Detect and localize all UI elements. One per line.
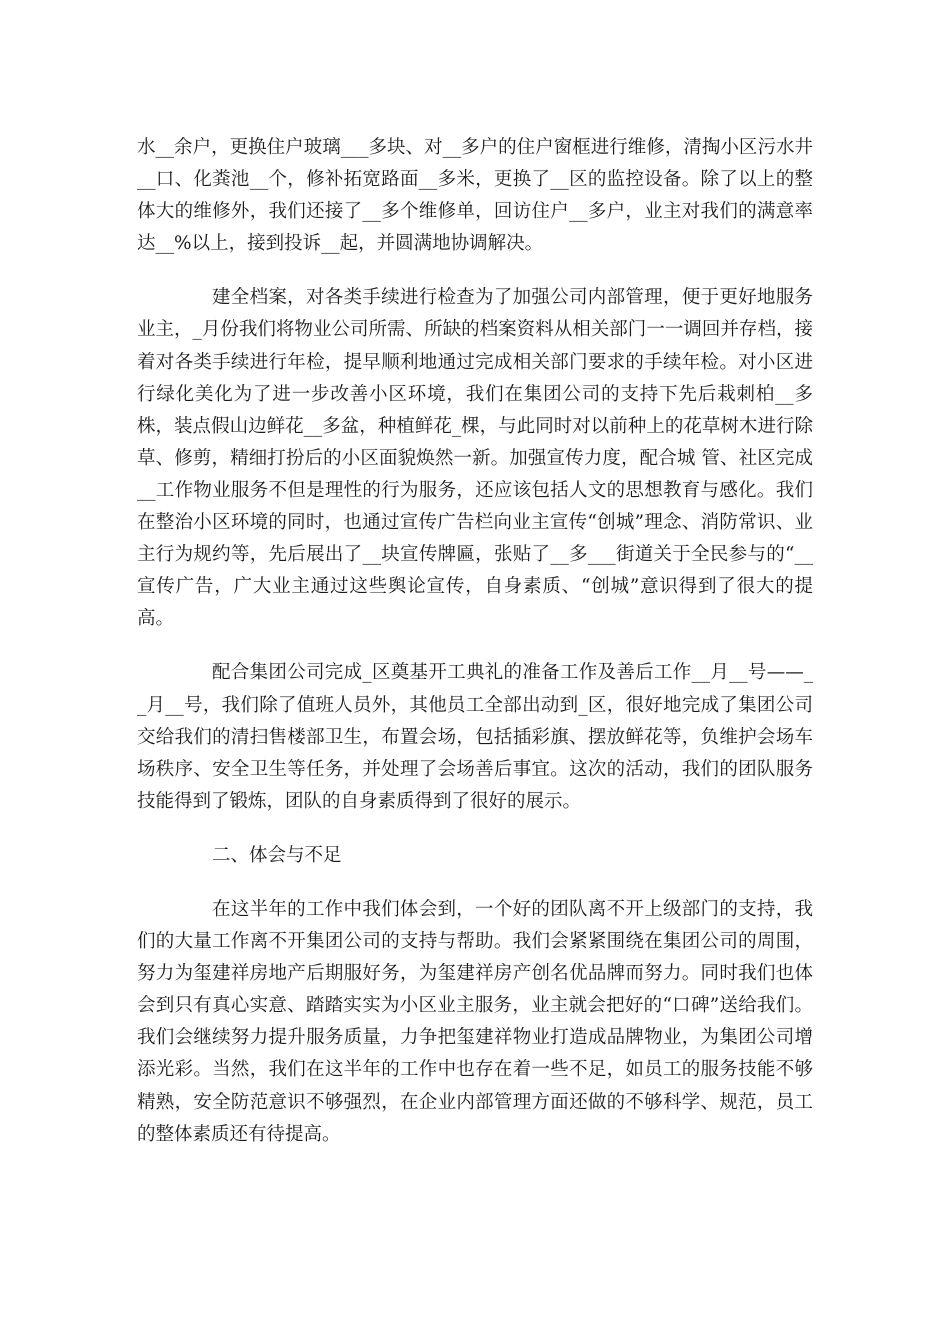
- paragraph-groundbreaking-ceremony: 配合集团公司完成_区奠基开工典礼的准备工作及善后工作__月__号——__月__号，我们除了值班人员外，其他员工全部出动到_区，很好地完成了集团公司交给我们的清扫售楼部卫生，布置会场，包括插彩旗、摆放鲜花等，负维护会场车场秩序、安全卫生等任务，并处理了会场善后事宜。这次的活动，我们的团队服务技能得到了锻炼，团队的自身素质得到了很好的展示。: [137, 662, 813, 812]
- paragraph-archives-greening-publicity: 建全档案，对各类手续进行检查为了加强公司内部管理，便于更好地服务业主，_月份我们将物业公司所需、所缺的档案资料从相关部门一一调回并存档，接着对各类手续进行年检，提早顺利地通过完成相关部门要求的手续年检。对小区进行绿化美化为了进一步改善小区环境，我们在集团公司的支持下先后栽刺柏__多株，装点假山边鲜花__多盆，种植鲜花_棵，与此同时对以前种上的花草树木进行除草、修剪，精细打扮后的小区面貌焕然一新。加强宣传力度，配合城 管、社区完成__工作物业服务不但是理性的行为服务，还应该包括人文的思想教育与感化。我们在整治小区环境的同时，也通过宣传广告栏向业主宣传“创城”理念、消防常识、业主行为规约等，先后展出了__块宣传牌匾，张贴了__多___街道关于全民参与的“__宣传广告，广大业主通过这些舆论宣传，自身素质、“创城”意识得到了很大的提高。: [137, 287, 813, 630]
- paragraph-maintenance-summary: 水__余户，更换住户玻璃___多块、对__多户的住户窗框进行维修，清掏小区污水井__口、化粪池__个，修补拓宽路面__多米，更换了__区的监控设备。除了以上的整体大的维修外，我们还接了__多个维修单，回访住户__多户，业主对我们的满意率达__%以上，接到投诉__起，并圆满地协调解决。: [137, 137, 813, 255]
- section-heading-experience-shortcomings: 二、体会与不足: [212, 844, 342, 866]
- paragraph-experience-shortcomings: 在这半年的工作中我们体会到，一个好的团队离不开上级部门的支持，我们的大量工作离不开集团公司的支持与帮助。我们会紧紧围绕在集团公司的周围，努力为玺建祥房地产后期服好务，为玺建祥房产创名优品牌而努力。同时我们也体会到只有真心实意、踏踏实实为小区业主服务，业主就会把好的“口碑”送给我们。我们会继续努力提升服务质量，力争把玺建祥物业打造成品牌物业，为集团公司增添光彩。当然，我们在这半年的工作中也存在着一些不足，如员工的服务技能不够精熟，安全防范意识不够强烈，在企业内部管理方面还做的不够科学、规范，员工的整体素质还有待提高。: [137, 898, 813, 1145]
- document-body: [137, 132, 813, 1173]
